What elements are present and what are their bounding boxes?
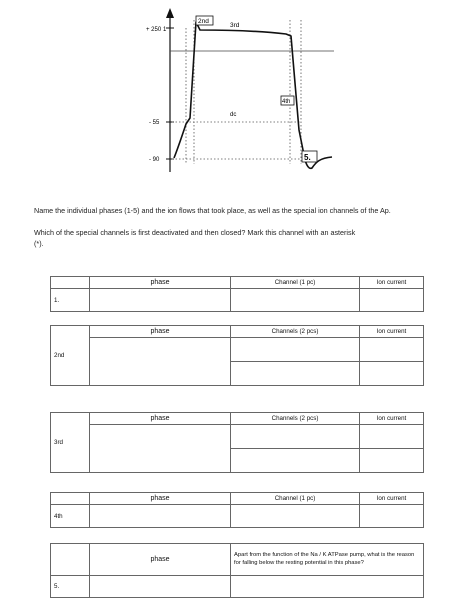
instruction-line-2b: (*). xyxy=(34,239,44,248)
y-tick-label-90: - 90 xyxy=(149,157,160,163)
phase-table-5 xyxy=(50,543,424,598)
ion-header: Ion current xyxy=(360,277,424,289)
table-cell-empty xyxy=(51,544,90,576)
channel-answer-cell[interactable] xyxy=(231,449,360,473)
channel-header: Channels (2 pcs) xyxy=(231,326,360,338)
phase-answer-cell[interactable] xyxy=(90,425,231,473)
y-tick-label-55: - 55 xyxy=(149,120,160,126)
phase-header: phase xyxy=(90,326,231,338)
table-cell-empty xyxy=(51,493,90,505)
phase-header: phase xyxy=(90,544,231,576)
action-potential-graph xyxy=(0,0,474,180)
instruction-line-1: Name the individual phases (1-5) and the ion flows that took place, as well as the special ion channels of the Ap. xyxy=(34,206,391,215)
ion-answer-cell[interactable] xyxy=(360,425,424,449)
ion-header: Ion current xyxy=(360,413,424,425)
table-cell-empty xyxy=(51,277,90,289)
y-tick-mark-1: 1 xyxy=(163,27,167,33)
label-5: 5. xyxy=(304,153,311,162)
phase-answer-cell[interactable] xyxy=(90,505,231,528)
phase-answer-cell[interactable] xyxy=(90,338,231,386)
channel-answer-cell[interactable] xyxy=(231,425,360,449)
label-dc: dc xyxy=(230,112,237,118)
channel-header: Channel (1 pc) xyxy=(231,493,360,505)
row-label-4: 4th xyxy=(51,505,90,528)
phase-header: phase xyxy=(90,493,231,505)
ion-answer-cell[interactable] xyxy=(360,338,424,362)
phase-table-4 xyxy=(50,492,424,528)
phase-answer-cell[interactable] xyxy=(90,576,231,598)
channel-header: Channel (1 pc) xyxy=(231,277,360,289)
phase-table-2 xyxy=(50,325,424,386)
phase-header: phase xyxy=(90,413,231,425)
answer-cell[interactable] xyxy=(231,576,424,598)
y-axis-arrow xyxy=(166,8,174,18)
ion-answer-cell[interactable] xyxy=(360,449,424,473)
label-4th: 4th xyxy=(282,99,291,105)
row-label-2: 2nd xyxy=(51,326,90,386)
phase-table-3 xyxy=(50,412,424,473)
action-potential-curve xyxy=(174,22,332,168)
phase-table-1 xyxy=(50,276,424,312)
label-2nd: 2nd xyxy=(198,18,209,25)
ion-answer-cell[interactable] xyxy=(360,505,424,528)
channel-header: Channels (2 pcs) xyxy=(231,413,360,425)
row-label-3: 3rd xyxy=(51,413,90,473)
row-label-5: 5. xyxy=(51,576,90,598)
ion-answer-cell[interactable] xyxy=(360,362,424,386)
y-tick-label-250: + 250 xyxy=(146,27,162,33)
channel-answer-cell[interactable] xyxy=(231,338,360,362)
channel-answer-cell[interactable] xyxy=(231,505,360,528)
ion-answer-cell[interactable] xyxy=(360,289,424,312)
channel-answer-cell[interactable] xyxy=(231,362,360,386)
channel-answer-cell[interactable] xyxy=(231,289,360,312)
phase-header: phase xyxy=(90,277,231,289)
row-label-1: 1. xyxy=(51,289,90,312)
question-cell: Apart from the function of the Na / K ATPase pump, what is the reason for falling below the resting potential in this phase? xyxy=(231,544,424,576)
ion-header: Ion current xyxy=(360,326,424,338)
ion-header: Ion current xyxy=(360,493,424,505)
phase-answer-cell[interactable] xyxy=(90,289,231,312)
label-3rd: 3rd xyxy=(230,22,240,29)
instruction-line-2a: Which of the special channels is first deactivated and then closed? Mark this channel with an asterisk xyxy=(34,228,356,237)
